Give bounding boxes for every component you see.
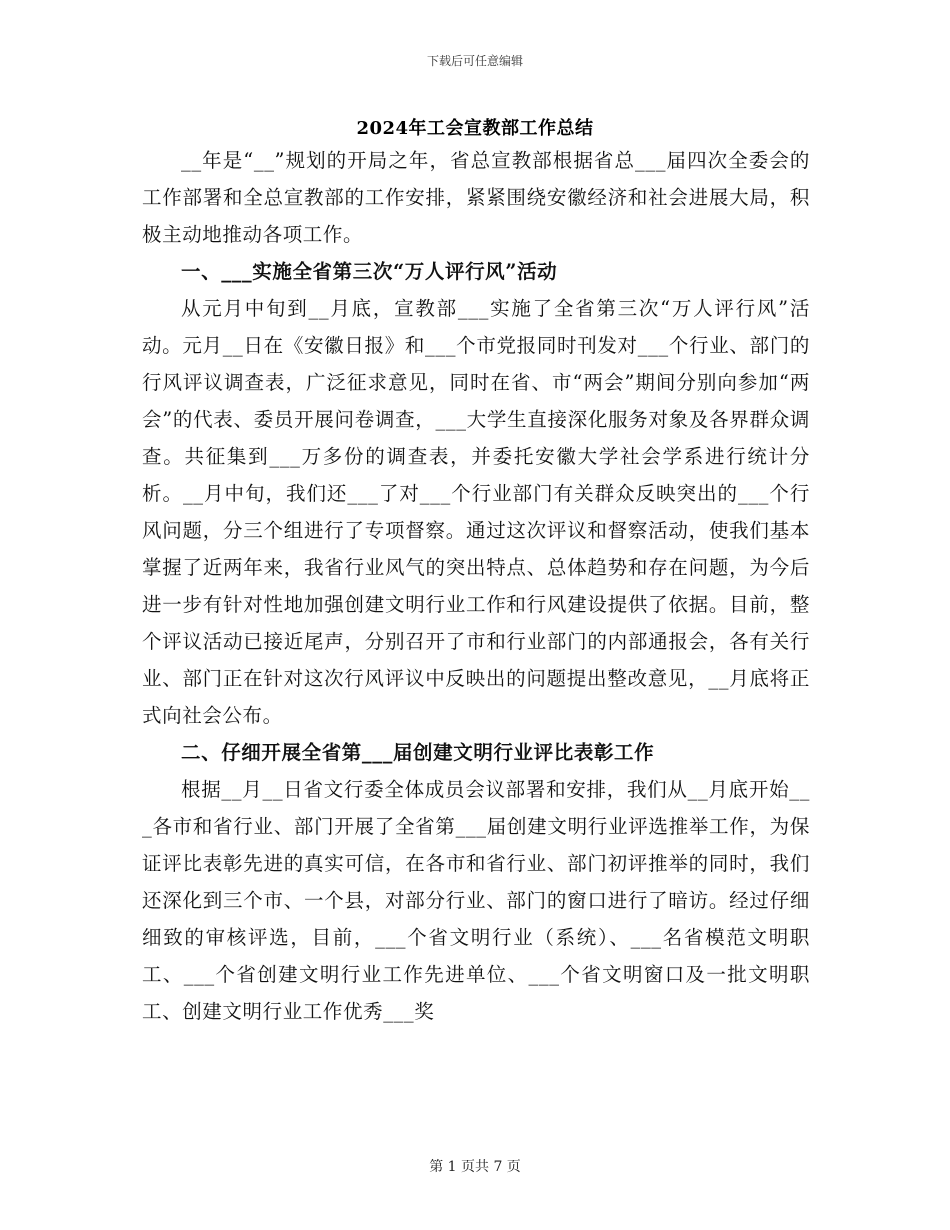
section-2-paragraph: 根据__月__日省文行委全体成员会议部署和安排，我们从__月底开始___各市和省行业、部门开展了全省第___届创建文明行业评选推举工作，为保证评比表彰先进的真实可信，在各市和省行业、部门初评推举的同时，我们还深化到三个市、一个县，对部分行业、部门的窗口进行了暗访。经过仔细细致的审核评选，目前，___个省文明行业（系统）、___名省模范文明职工、___个省创建文明行业工作先进单位、___个省文明窗口及一批文明职工、创建文明行业工作优秀___奖 <box>142 778 810 1023</box>
section-1-paragraph: 从元月中旬到__月底，宣教部___实施了全省第三次“万人评行风”活动。元月__日在《安徽日报》和___个市党报同时刊发对___个行业、部门的行风评议调查表，广泛征求意见，同时在省、市“两会”期间分别向参加“两会”的代表、委员开展问卷调查，___大学生直接深化服务对象及各界群众调查。共征集到___万多份的调查表，并委托安徽大学社会学系进行统计分析。__月中旬，我们还___了对___个行业部门有关群众反映突出的___个行风问题，分三个组进行了专项督察。通过这次评议和督察活动，使我们基本掌握了近两年来，我省行业风气的突出特点、总体趋势和存在问题，为今后进一步有针对性地加强创建文明行业工作和行风建设提供了依据。目前，整个评议活动已接近尾声，分别召开了市和行业部门的内部通报会，各有关行业、部门正在针对这次行风评议中反映出的问题提出整改意见，__月底将正式向社会公布。 <box>142 297 810 727</box>
document-title: 2024年工会宣教部工作总结 <box>356 118 594 139</box>
intro-paragraph: __年是“__”规划的开局之年，省总宣教部根据省总___届四次全委会的工作部署和全总宣教部的工作安排，紧紧围绕安徽经济和社会进展大局，积极主动地推动各项工作。 <box>142 149 810 246</box>
section-2-heading: 二、仔细开展全省第___届创建文明行业评比表彰工作 <box>181 741 655 764</box>
document-body <box>142 142 810 1030</box>
page-number-footer: 第 1 页共 7 页 <box>429 1159 521 1175</box>
section-1-heading: 一、___实施全省第三次“万人评行风”活动 <box>181 260 558 283</box>
page-header-note: 下载后可任意编辑 <box>426 54 523 68</box>
